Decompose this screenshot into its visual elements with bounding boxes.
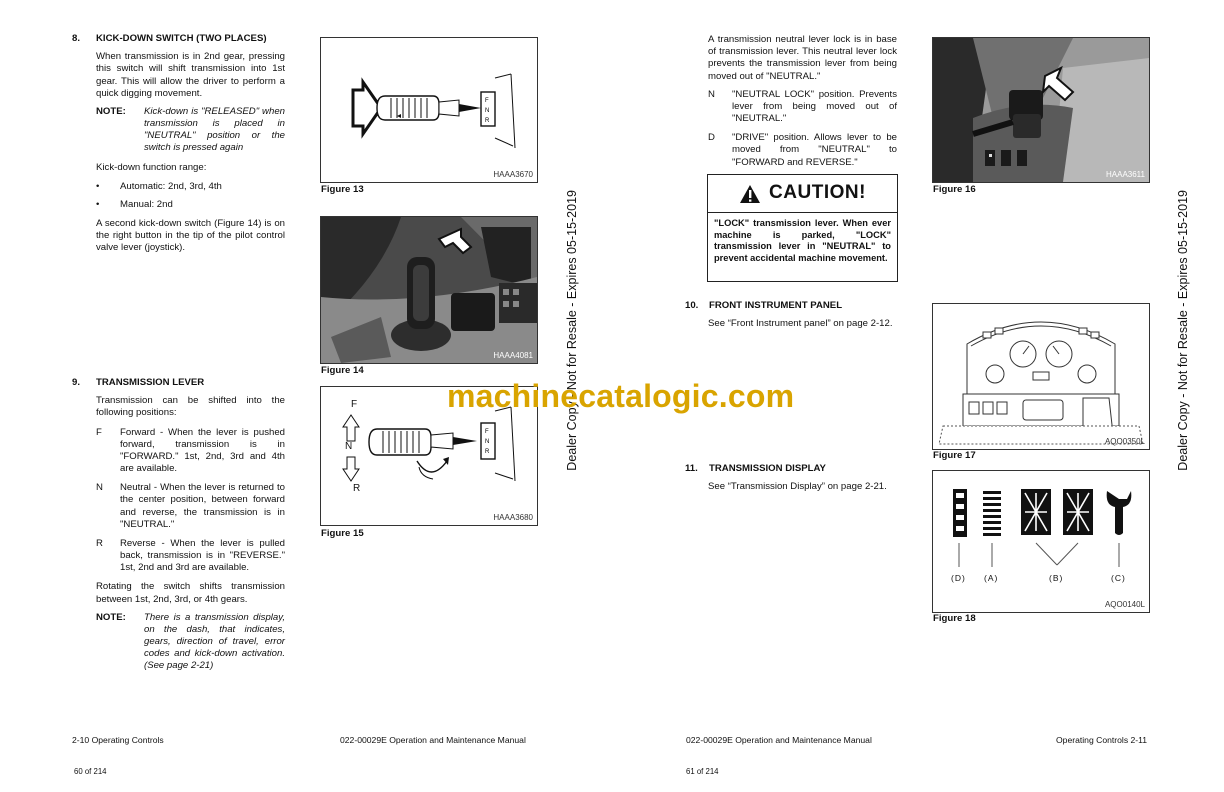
svg-text:N: N (485, 108, 490, 114)
label-a: (A) (984, 573, 999, 583)
item-text: Neutral - When the lever is returned to the center position, between forward and reverse, the transmission is in "NEUTRAL." (120, 482, 285, 530)
page-count-left: 60 of 214 (74, 767, 107, 776)
figure-code: AQO0140L (1104, 599, 1145, 609)
section-11-heading (685, 463, 897, 475)
range-label: Kick-down function range: (96, 161, 207, 173)
paragraph: See “Front Instrument panel” on page 2-12. (708, 318, 893, 330)
label-b: (B) (1049, 573, 1064, 583)
section-number: 8. (72, 33, 81, 44)
footer-left-page-section: 2-10 Operating Controls (72, 735, 164, 745)
section-title: FRONT INSTRUMENT PANEL (709, 300, 843, 311)
figure-code: HAAA3611 (1106, 169, 1145, 179)
figure-18-caption: Figure 18 (933, 613, 976, 624)
list-item (96, 482, 285, 531)
figure-18-image (932, 470, 1150, 613)
label-neutral: N (345, 441, 353, 452)
svg-text:R: R (485, 118, 490, 124)
section-10 (685, 300, 897, 330)
item-letter: F (96, 426, 102, 438)
warning-triangle-icon (739, 184, 761, 204)
bullet-mark: • (96, 198, 100, 210)
svg-text:N: N (485, 439, 490, 445)
instrument-panel-drawing (933, 304, 1149, 449)
paragraph: A transmission neutral lever lock is in base of transmission lever. This neutral lever lock prevents the transmission lever from being moved out of "NEUTRAL." (708, 34, 897, 82)
item-letter: D (708, 132, 715, 144)
footer-right-page-section: Operating Controls 2-11 (1056, 735, 1148, 745)
kick-down-switch-drawing (321, 38, 537, 182)
figure-code: HAAA3670 (493, 169, 533, 179)
note-text: There is a transmission display, on the dash, that indicates, gears, direction of travel, error codes and kick-down activation. (See page 2-21) (144, 611, 285, 672)
figure-13-image (320, 37, 538, 183)
item-text: Forward - When the lever is pushed forward, transmission is in "FORWARD." 1st, 2nd, 3rd and 4th are available. (120, 426, 285, 475)
list-item (708, 89, 897, 126)
item-text: "DRIVE" position. Allows lever to be moved from "NEUTRAL" to "FORWARD and REVERSE." (732, 132, 897, 168)
section-9 (72, 377, 285, 673)
list-item (96, 538, 285, 575)
paragraph: Rotating the switch shifts transmission between 1st, 2nd, 3rd, or 4th gears. (96, 581, 285, 605)
item-letter: R (96, 537, 103, 549)
neutral-lock-section (708, 34, 897, 169)
figure-16-image (932, 37, 1150, 183)
item-text: "NEUTRAL LOCK" position. Prevents lever from being moved out of "NEUTRAL." (732, 88, 897, 125)
section-number: 9. (72, 377, 81, 388)
caution-box (707, 174, 898, 282)
section-8 (72, 33, 285, 255)
bullet-item (96, 199, 285, 211)
joystick-photo (321, 217, 537, 363)
note (96, 106, 285, 155)
figure-17-image (932, 303, 1150, 450)
dealer-watermark-center: Dealer Copy - Not for Resale - Expires 05-15-2019 (565, 190, 579, 471)
label-forward: F (351, 399, 358, 410)
neutral-lock-photo (933, 38, 1149, 182)
section-title: KICK-DOWN SWITCH (TWO PLACES) (96, 33, 267, 44)
list-item (96, 427, 285, 476)
section-number: 10. (685, 300, 699, 311)
figure-13-caption: Figure 13 (321, 184, 364, 195)
site-watermark: machinecatalogic.com (447, 378, 795, 414)
section-11 (685, 463, 897, 493)
note-label: NOTE: (96, 105, 126, 117)
label-reverse: R (353, 483, 361, 494)
item-letter: N (96, 482, 103, 494)
caution-text: "LOCK" transmission lever. When ever machine is parked, "LOCK" transmission lever in "NEUTRAL" to prevent accidental machine movement. (714, 218, 891, 264)
section-title: TRANSMISSION LEVER (96, 377, 205, 388)
svg-text:R: R (485, 449, 490, 455)
figure-14-image (320, 216, 538, 364)
figure-14-caption: Figure 14 (321, 365, 364, 376)
figure-code: AQO0350L (1104, 436, 1145, 446)
section-10-heading (685, 300, 897, 312)
svg-text:F: F (485, 98, 489, 104)
caution-title: CAUTION! (769, 182, 866, 204)
paragraph: Transmission can be shifted into the following positions: (96, 395, 285, 419)
item-text: Reverse - When the lever is pulled back, transmission is in "REVERSE." 1st, 2nd and 3rd are available. (120, 537, 285, 574)
section-9-heading (72, 377, 285, 389)
figure-16-caption: Figure 16 (933, 184, 976, 195)
bullet-text: Manual: 2nd (120, 198, 173, 210)
section-number: 11. (685, 463, 698, 474)
paragraph: When transmission is in 2nd gear, pressing this switch will shift transmission into 1st gear. This will allow the driver to perform a quick digging movement. (96, 51, 285, 99)
figure-15-caption: Figure 15 (321, 528, 364, 539)
footer-left-page-manual: 022-00029E Operation and Maintenance Manual (340, 735, 526, 745)
paragraph: A second kick-down switch (Figure 14) is on the right button in the tip of the pilot control valve lever (joystick). (96, 218, 285, 254)
figure-code: HAAA3680 (493, 512, 533, 522)
paragraph: See “Transmission Display” on page 2-21. (708, 481, 887, 493)
caution-header (708, 175, 897, 213)
bullet-item (96, 181, 285, 193)
label-d: (D) (951, 573, 966, 583)
note-text: Kick-down is "RELEASED" when transmission is placed in "NEUTRAL" position or the switch is pressed again (144, 105, 285, 154)
dealer-watermark-right: Dealer Copy - Not for Resale - Expires 05-15-2019 (1176, 190, 1190, 471)
bullet-text: Automatic: 2nd, 3rd, 4th (120, 180, 222, 192)
svg-text:F: F (485, 429, 489, 435)
section-title: TRANSMISSION DISPLAY (709, 463, 826, 474)
page-count-right: 61 of 214 (686, 767, 719, 776)
note-label: NOTE: (96, 611, 126, 623)
figure-17-caption: Figure 17 (933, 450, 976, 461)
list-item (708, 132, 897, 169)
label-c: (C) (1111, 573, 1126, 583)
footer-right-page-manual: 022-00029E Operation and Maintenance Manual (686, 735, 872, 745)
item-letter: N (708, 88, 715, 100)
section-8-heading (72, 33, 285, 45)
figure-code: HAAA4081 (493, 350, 533, 360)
note (96, 612, 285, 673)
bullet-mark: • (96, 180, 100, 192)
transmission-display-drawing (933, 471, 1149, 612)
